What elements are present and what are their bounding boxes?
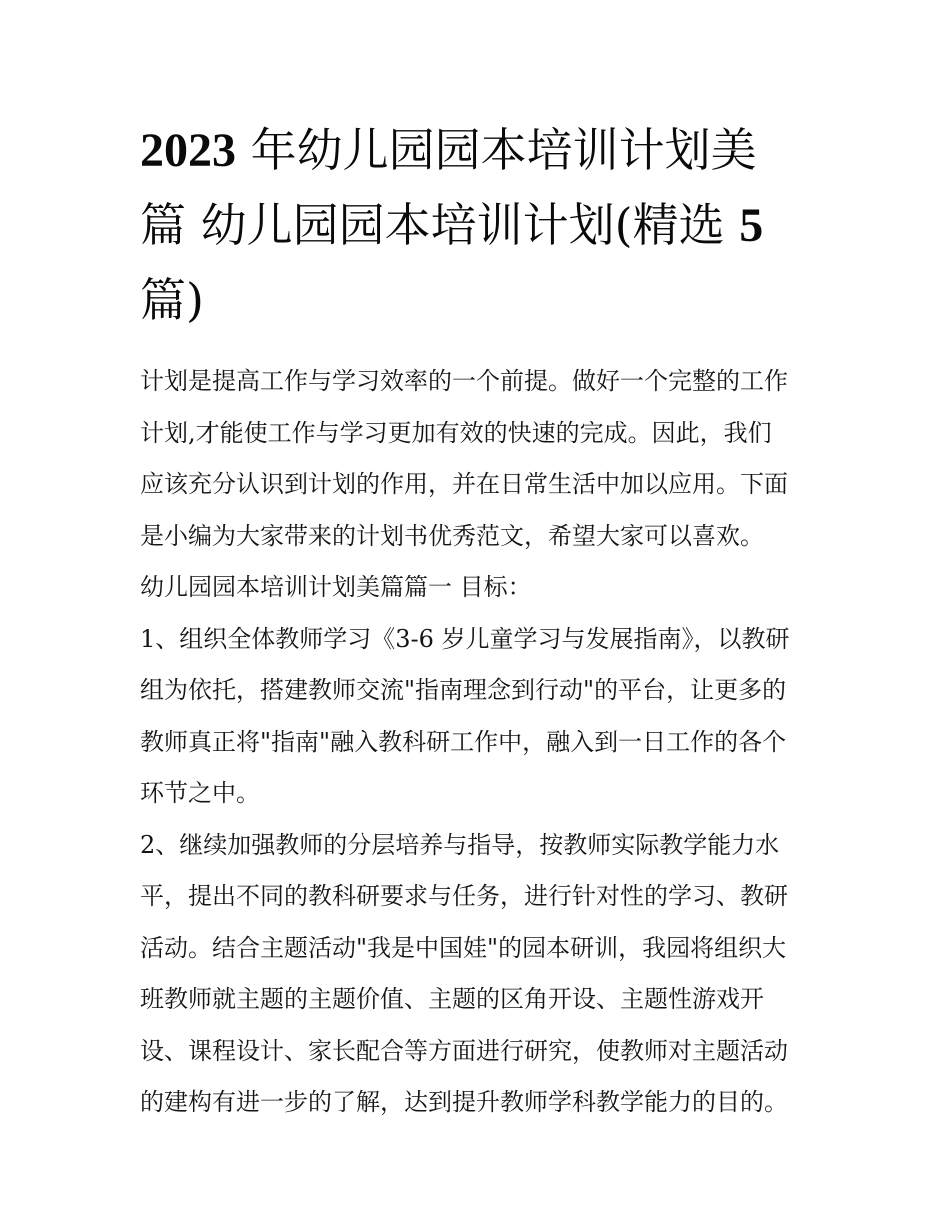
title-line-1-text: 年幼儿园园本培训计划美 xyxy=(236,123,757,177)
title-line-2 xyxy=(140,188,820,263)
document-title xyxy=(140,113,820,338)
list-item-2 xyxy=(140,820,830,1129)
list-item-2-line: 平，提出不同的教科研要求与任务，进行针对性的学习、教研 xyxy=(140,882,788,910)
list-item-2-line: 2、继续加强教师的分层培养与指导，按教师实际教学能力水 xyxy=(140,830,780,859)
title-year: 2023 xyxy=(140,124,236,177)
intro-line: 应该充分认识到计划的作用，并在日常生活中加以应用。下面 xyxy=(140,470,788,498)
list-item-1-line: 环节之中。 xyxy=(140,779,260,807)
list-item-2-line: 活动。结合主题活动"我是中国娃"的园本研训，我园将组织大 xyxy=(140,933,787,962)
list-item-2-line: 班教师就主题的主题价值、主题的区角开设、主题性游戏开 xyxy=(140,985,764,1013)
list-item-1-line: 组为依托，搭建教师交流"指南理念到行动"的平台，让更多的 xyxy=(140,676,787,704)
title-line-2-text: 篇 幼儿园园本培训计划(精选 xyxy=(140,198,740,252)
title-line-3-text: 篇) xyxy=(140,273,204,327)
list-item-1-line: 教师真正将"指南"融入教科研工作中，融入到一日工作的各个 xyxy=(140,727,787,756)
list-item-1-line: 1、组织全体教师学习《3-6 岁儿童学习与发展指南》，以教研 xyxy=(140,624,790,653)
intro-paragraph xyxy=(140,356,830,562)
list-item-1 xyxy=(140,614,830,820)
intro-line: 是小编为大家带来的计划书优秀范文，希望大家可以喜欢。 xyxy=(140,521,764,550)
title-count: 5 xyxy=(739,199,764,252)
section-heading-paragraph xyxy=(140,562,830,614)
document-body xyxy=(140,356,830,1129)
section-heading: 幼儿园园本培训计划美篇篇一 目标： xyxy=(140,573,532,601)
intro-line: 计划,才能使工作与学习更加有效的快速的完成。因此，我们 xyxy=(140,418,772,447)
list-item-2-line: 的建构有进一步的了解，达到提升教师学科教学能力的目的。 xyxy=(140,1088,788,1116)
list-item-2-line: 设、课程设计、家长配合等方面进行研究，使教师对主题活动 xyxy=(140,1036,788,1065)
title-line-1 xyxy=(140,113,820,188)
intro-line: 计划是提高工作与学习效率的一个前提。做好一个完整的工作 xyxy=(140,367,788,395)
title-line-3 xyxy=(140,263,820,338)
